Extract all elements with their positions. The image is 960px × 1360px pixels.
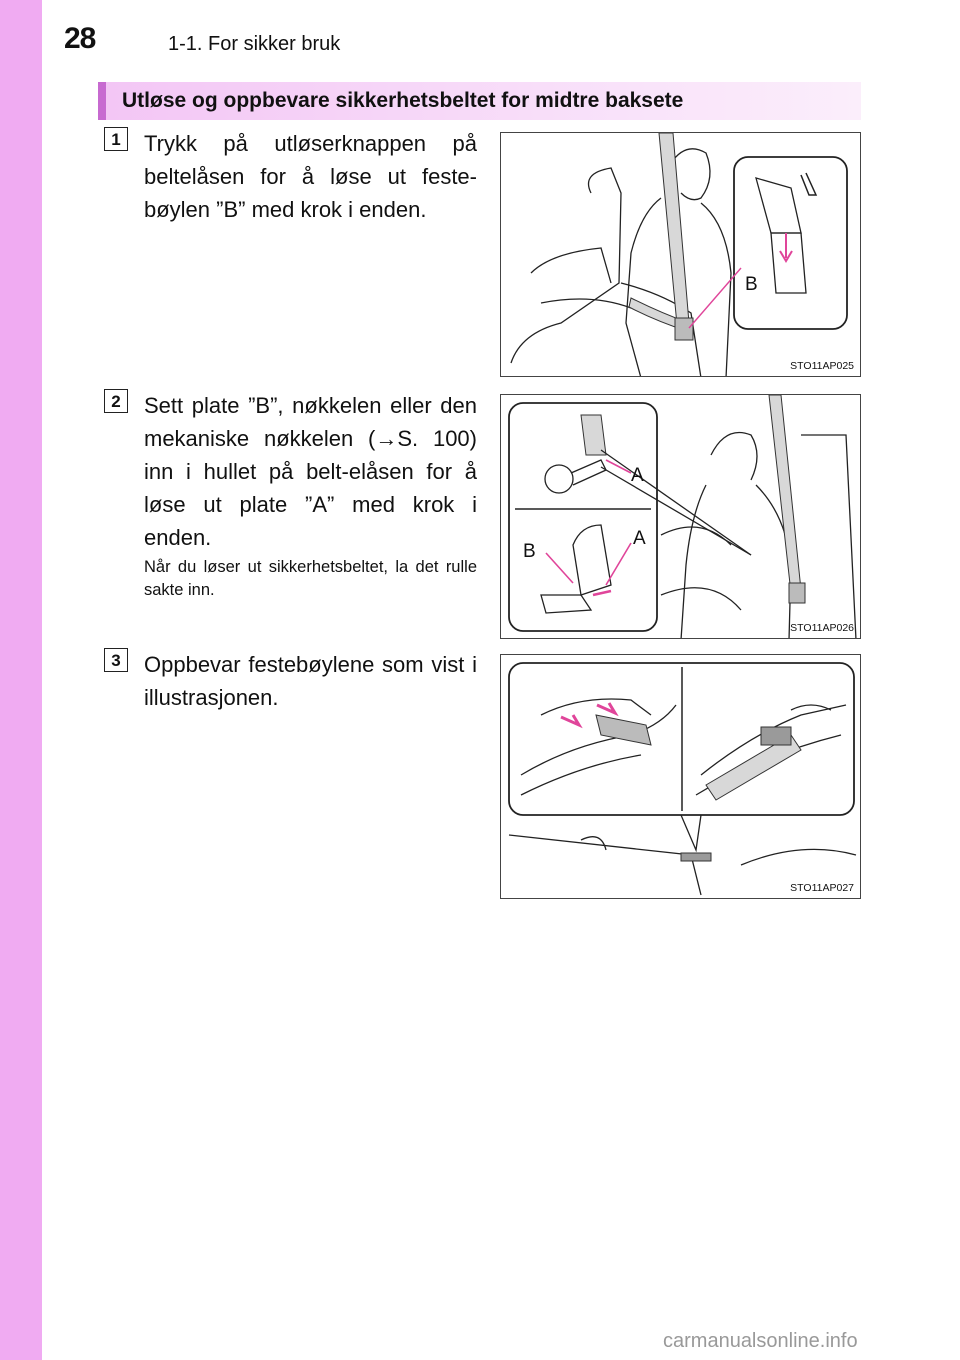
- section-title: 1-1. For sikker bruk: [168, 33, 341, 55]
- figure-code: STO11AP025: [790, 360, 854, 372]
- step-number-3: 3: [104, 648, 128, 672]
- figure-code: STO11AP027: [790, 882, 854, 894]
- page-number: 28: [64, 22, 96, 55]
- side-tab-bar: [0, 0, 42, 1360]
- step-note-2: Når du løser ut sikkerhetsbeltet, la det rulle sakte inn.: [144, 558, 477, 600]
- step-text-3: Oppbevar festebøylene som vist i illustrasjonen.: [144, 652, 477, 710]
- label-b: B: [745, 274, 758, 295]
- step-text-2: Sett plate ”B”, nøkkelen eller den mekaniske nøkkelen (→S. 100) inn i hullet på belt-elåsen for å løse ut plate ”A” med krok i enden.: [144, 393, 477, 550]
- step-text-1: Trykk på utløserknappen på beltelåsen for å løse ut feste-bøylen ”B” med krok i enden.: [144, 131, 477, 222]
- illustration-3: [500, 654, 861, 899]
- label-a: A: [631, 465, 644, 486]
- label-b: B: [523, 541, 536, 562]
- figure-code: STO11AP026: [790, 622, 854, 634]
- label-a: A: [633, 528, 646, 549]
- illustration-2: [500, 394, 861, 639]
- section-heading-text: Utløse og oppbevare sikkerhetsbeltet for midtre baksete: [122, 89, 684, 112]
- section-heading: [98, 82, 861, 120]
- illustration-1: [500, 132, 861, 377]
- step-number-1: 1: [104, 127, 128, 151]
- watermark: carmanualsonline.info: [663, 1330, 858, 1352]
- step-number-2: 2: [104, 389, 128, 413]
